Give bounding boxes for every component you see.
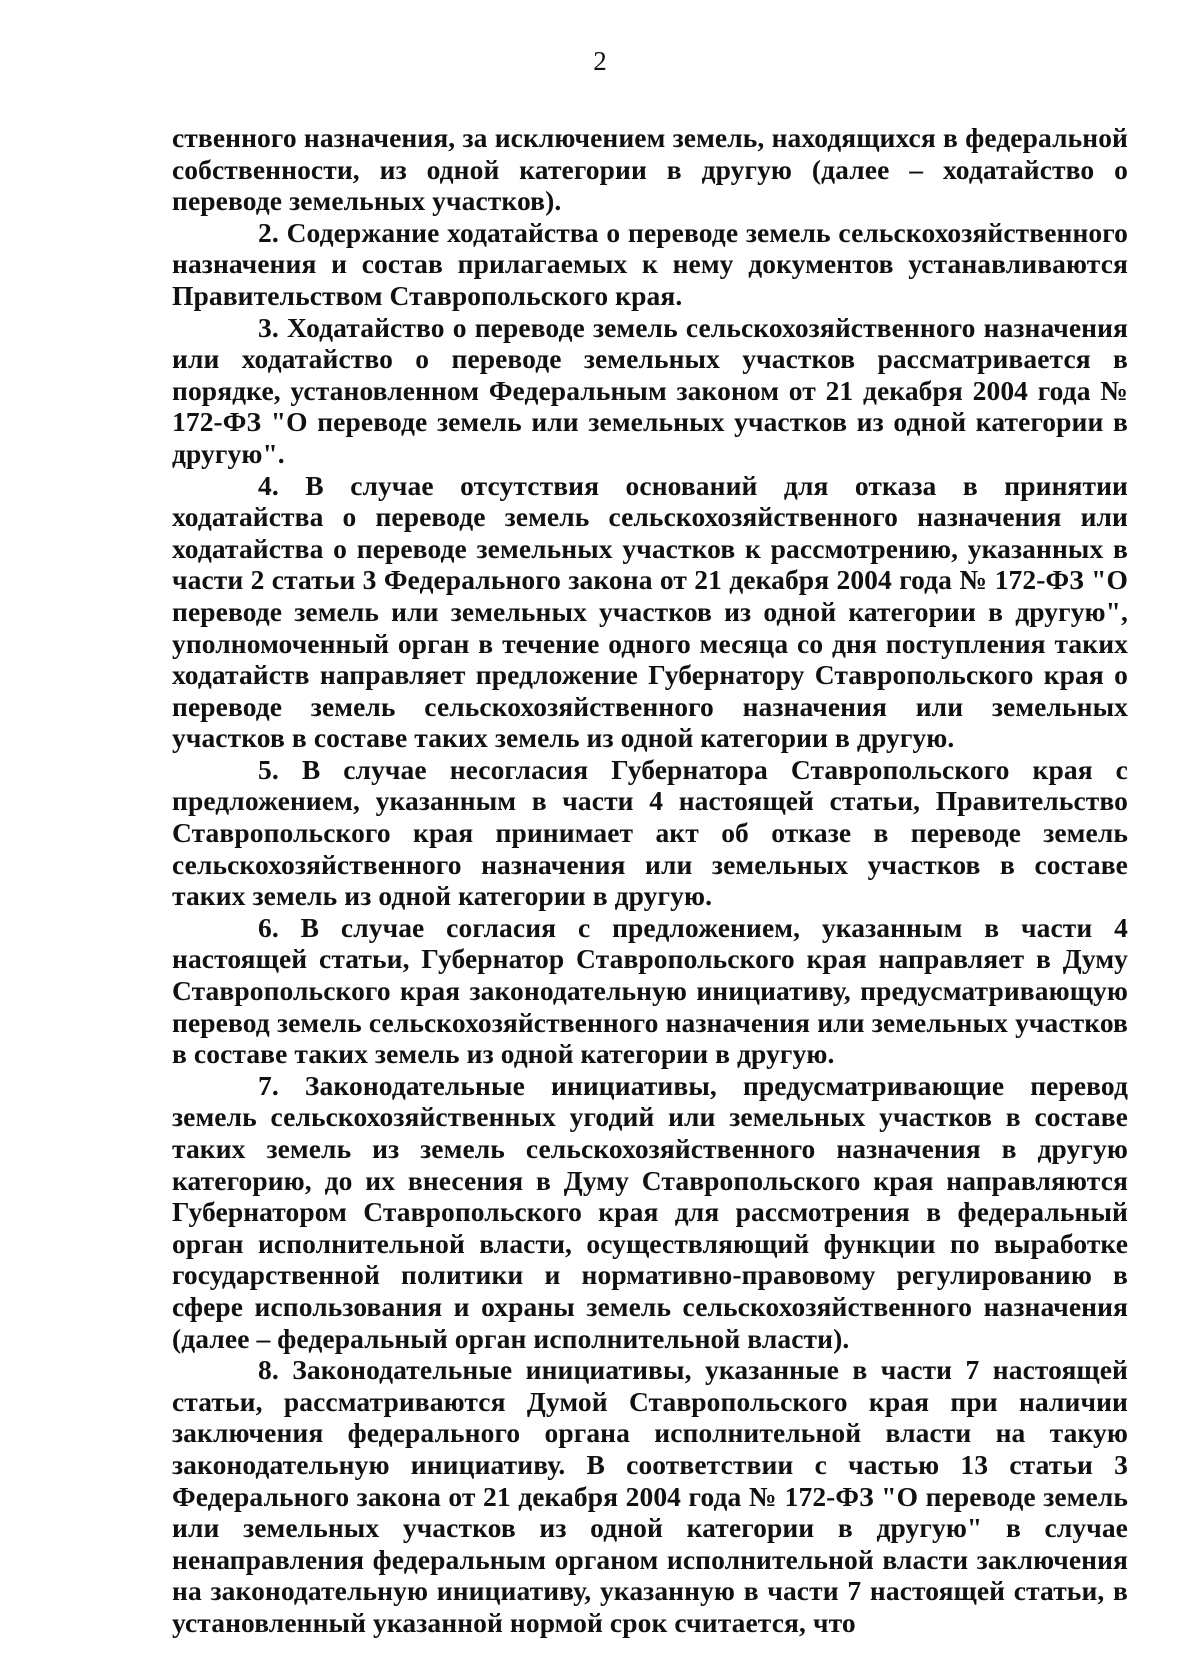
- paragraph-2: 2. Содержание ходатайства о переводе земель сельскохозяйственного назначения и состав прилагаемых к нему документов устанавливаются Правительством Ставропольского края.: [172, 216, 1128, 311]
- document-body: [172, 122, 1128, 1639]
- paragraph-continuation: ственного назначения, за исключением земель, находящихся в федеральной собственности, из одной категории в другую (далее – ходатайство о переводе земельных участков).: [172, 122, 1128, 217]
- paragraph-8: 8. Законодательные инициативы, указанные в части 7 настоящей статьи, рассматриваются Думой Ставропольского края при наличии заключения федерального органа исполнительной власти на такую законодательную инициативу. В соответствии с частью 13 статьи 3 Федерального закона от 21 декабря 2004 года № 172-ФЗ "О переводе земель или земельных участков из одной категории в другую" в случае ненаправления федеральным органом исполнительной власти заключения на законодательную инициативу, указанную в части 7 настоящей статьи, в установленный указанной нормой срок считается, что: [172, 1354, 1128, 1638]
- paragraph-4: 4. В случае отсутствия оснований для отказа в принятии ходатайства о переводе земель сельскохозяйственного назначения или ходатайства о переводе земельных участков к рассмотрению, указанных в части 2 статьи 3 Федерального закона от 21 декабря 2004 года № 172-ФЗ "О переводе земель или земельных участков из одной категории в другую", уполномоченный орган в течение одного месяца со дня поступления таких ходатайств направляет предложение Губернатору Ставропольского края о переводе земель сельскохозяйственного назначения или земельных участков в составе таких земель из одной категории в другую.: [172, 469, 1128, 754]
- paragraph-5: 5. В случае несогласия Губернатора Ставропольского края с предложением, указанным в части 4 настоящей статьи, Правительство Ставропольского края принимает акт об отказе в переводе земель сельскохозяйственного назначения или земельных участков в составе таких земель из одной категории в другую.: [172, 753, 1128, 912]
- paragraph-6: 6. В случае согласия с предложением, указанным в части 4 настоящей статьи, Губернатор Ставропольского края направляет в Думу Ставропольского края законодательную инициативу, предусматривающую перевод земель сельскохозяйственного назначения или земельных участков в составе таких земель из одной категории в другую.: [172, 911, 1128, 1070]
- paragraph-3: 3. Ходатайство о переводе земель сельскохозяйственного назначения или ходатайство о переводе земельных участков рассматривается в порядке, установленном Федеральным законом от 21 декабря 2004 года № 172-ФЗ "О переводе земель или земельных участков из одной категории в другую".: [172, 311, 1128, 469]
- page-number: 2: [593, 46, 607, 76]
- paragraph-7: 7. Законодательные инициативы, предусматривающие перевод земель сельскохозяйственных угодий или земельных участков в составе таких земель из земель сельскохозяйственного назначения в другую категорию, до их внесения в Думу Ставропольского края направляются Губернатором Ставропольского края для рассмотрения в федеральный орган исполнительной власти, осуществляющий функции по выработке государственной политики и нормативно-правовому регулированию в сфере использования и охраны земель сельскохозяйственного назначения (далее – федеральный орган исполнительной власти).: [172, 1069, 1128, 1354]
